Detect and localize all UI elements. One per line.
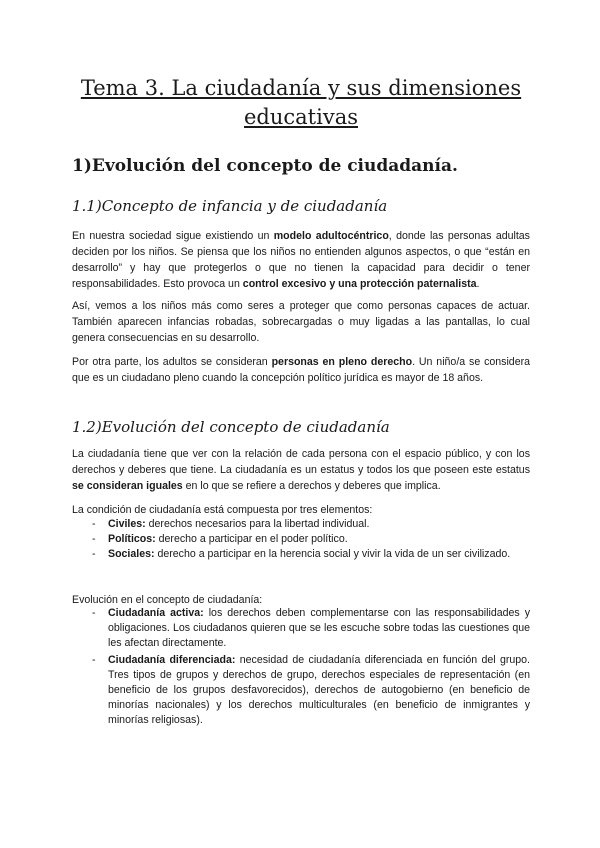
list-item — [72, 547, 530, 562]
list-text: necesidad de ciudadanía diferenciada en función del grupo. Tres tipos de grupos y derechos de grupo, derechos especiales de representación (en beneficio de los grupos desfavorecidos), derechos de autogobierno (en beneficio de minorías nacionales) y los derechos multiculturales (en beneficio de inmigrantes y minorías religiosas). — [108, 654, 530, 726]
elements-list — [72, 517, 530, 562]
dash-marker: - — [92, 533, 96, 545]
paragraph-infancia-3 — [72, 354, 530, 386]
text-run: en lo que se refiere a derechos y deberes que implica. — [182, 480, 441, 492]
paragraph-ciudadania-3: Evolución en el concepto de ciudadanía: — [72, 594, 263, 606]
section-1-2-heading: 1.2)Evolución del concepto de ciudadanía — [72, 418, 390, 436]
section-1-1-heading: 1.1)Concepto de infancia y de ciudadanía — [72, 197, 388, 215]
list-term: Políticos: — [108, 533, 156, 545]
bold-run: se consideran iguales — [72, 480, 183, 492]
text-run: En nuestra sociedad sigue existiendo un — [72, 230, 274, 242]
bold-run: modelo adultocéntrico — [273, 230, 389, 242]
list-text: los derechos deben complementarse con las responsabilidades y obligaciones. Los ciudadanos quieren que se les escuche sobre todas las cuestiones que les afectan directamente. — [108, 607, 530, 649]
text-run: . Un niño/a se considera que es un ciudadano pleno cuando la concepción político jurídica es mayor de 18 años. — [72, 356, 531, 384]
evolution-list — [72, 606, 530, 728]
list-term: Ciudadanía diferenciada: — [108, 654, 236, 666]
text-run: Por otra parte, los adultos se consideran — [72, 356, 272, 368]
text-run: La ciudadanía tiene que ver con la relación de cada persona con el espacio público, y con los derechos y deberes que tiene. La ciudadanía es un estatus y todos los que poseen este estatus — [72, 448, 530, 476]
paragraph-ciudadania-1 — [72, 446, 530, 494]
list-text: derechos necesarios para la libertad individual. — [145, 518, 370, 530]
list-item — [72, 532, 530, 547]
bold-run: control excesivo y una protección paternalista — [242, 278, 477, 290]
list-term: Sociales: — [108, 548, 155, 560]
list-item — [72, 517, 530, 532]
paragraph-infancia-1 — [72, 228, 530, 292]
bold-run: personas en pleno derecho — [271, 356, 413, 368]
dash-marker: - — [92, 654, 96, 666]
section-1-heading: 1)Evolución del concepto de ciudadanía. — [72, 156, 458, 176]
dash-marker: - — [92, 518, 96, 530]
list-item — [72, 606, 530, 651]
dash-marker: - — [92, 607, 96, 619]
list-term: Ciudadanía activa: — [108, 607, 204, 619]
text-run: . — [476, 278, 480, 290]
dash-marker: - — [92, 548, 96, 560]
list-text: derecho a participar en la herencia social y vivir la vida de un ser civilizado. — [154, 548, 511, 560]
paragraph-ciudadania-2: La condición de ciudadanía está compuesta por tres elementos: — [72, 504, 373, 516]
list-item — [72, 653, 530, 728]
document-title: Tema 3. La ciudadanía y sus dimensiones educativas — [80, 76, 522, 129]
list-term: Civiles: — [108, 518, 146, 530]
paragraph-infancia-2: Así, vemos a los niños más como seres a proteger que como personas capaces de actuar. También aparecen infancias robadas, sobrecargadas o muy ligadas a las pantallas, lo cual genera consecuencias en su desarrollo. — [72, 300, 530, 344]
list-text: derecho a participar en el poder político. — [155, 533, 348, 545]
text-run: , donde las personas adultas deciden por los niños. Se piensa que los niños no entienden algunos aspectos, o que “están en desarrollo” y hay que protegerlos o que no tienen la capacidad para decidir o tener responsabilidades. Esto provoca un — [72, 230, 530, 290]
